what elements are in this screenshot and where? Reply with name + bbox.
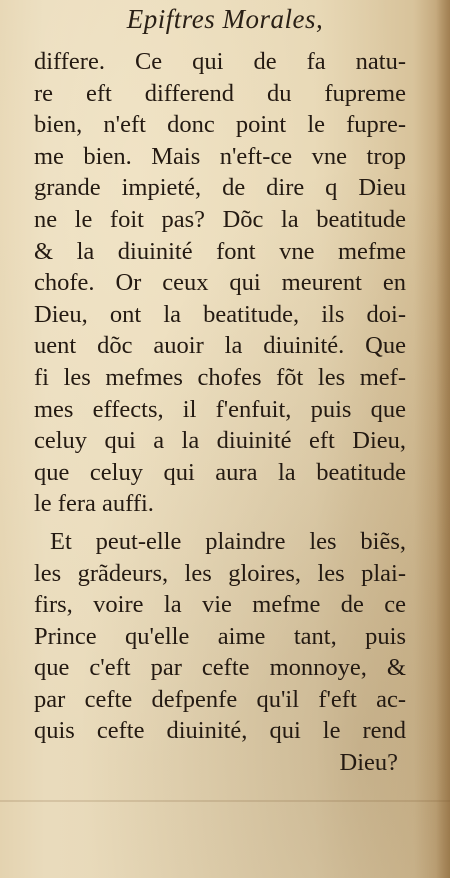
text-line: me bien. Mais n'eft-ce vne trop xyxy=(34,142,406,170)
text-line: fi les mefmes chofes fõt les mef- xyxy=(34,363,406,391)
text-line: uent dõc auoir la diuinité. Que xyxy=(34,332,406,360)
text-line: & la diuinité font vne mefme xyxy=(34,237,406,265)
text-line: les grãdeurs, les gloires, les plai- xyxy=(34,559,406,587)
paragraph-1 xyxy=(34,46,406,520)
text-line: celuy qui a la diuinité eft Dieu, xyxy=(34,427,406,455)
text-line: grande impieté, de dire q Dieu xyxy=(34,174,406,202)
text-line: bien, n'eft donc point le fupre- xyxy=(34,111,406,139)
text-line: firs, voire la vie mefme de ce xyxy=(34,591,406,619)
text-line: que c'eft par cefte monnoye, & xyxy=(34,654,406,682)
text-line: le fera auffi. xyxy=(34,490,154,518)
catchword: Dieu? xyxy=(339,749,398,777)
body-text xyxy=(34,46,406,779)
text-line: que celuy qui aura la beatitude xyxy=(34,458,406,486)
text-line: Et peut-elle plaindre les biẽs, xyxy=(50,527,406,555)
text-line: quis cefte diuinité, qui le rend xyxy=(34,717,406,745)
paragraph-2 xyxy=(34,526,406,747)
page-crease xyxy=(0,800,450,802)
text-line: par cefte defpenfe qu'il f'eft ac- xyxy=(34,685,406,713)
text-line: re eft differend du fupreme xyxy=(34,79,406,107)
page-edge-shadow xyxy=(436,0,450,878)
text-line: chofe. Or ceux qui meurent en xyxy=(34,269,406,297)
running-head: Epiftres Morales, xyxy=(126,4,324,34)
text-line: Prince qu'elle aime tant, puis xyxy=(34,622,406,650)
text-line: Dieu, ont la beatitude, ils doi- xyxy=(34,300,406,328)
text-line: mes effects, il f'enfuit, puis que xyxy=(34,395,406,423)
text-line: ne le foit pas? Dõc la beatitude xyxy=(34,205,406,233)
text-line: differe. Ce qui de fa natu- xyxy=(34,48,406,75)
